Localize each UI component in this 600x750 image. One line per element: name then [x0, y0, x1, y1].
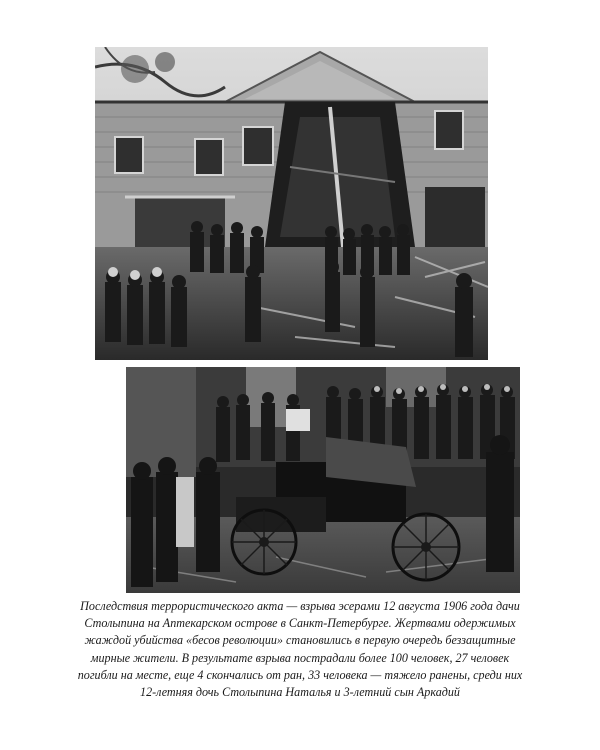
photo-carriage-wreck	[126, 367, 520, 593]
photo-dacha-ruins	[95, 47, 488, 360]
photo-carriage-wreck-image	[126, 367, 520, 593]
photo-caption: Последствия террористического акта — взрыва эсерами 12 августа 1906 года дачи Столыпина на Аптекарском острове в Санкт-Петербурге. Жертвами одержимых жаждой убийства «бесов революции» становились в первую очередь беззащитные мирные жители. В результате взрыва пострадали более 100 человек, 27 человек погибли на месте, еще 4 скончались от ран, 33 человека — тяжело ранены, среди них 12-летняя дочь Столыпина Наталья и 3-летний сын Аркадий	[77, 599, 523, 700]
photo-dacha-ruins-image	[95, 47, 488, 360]
